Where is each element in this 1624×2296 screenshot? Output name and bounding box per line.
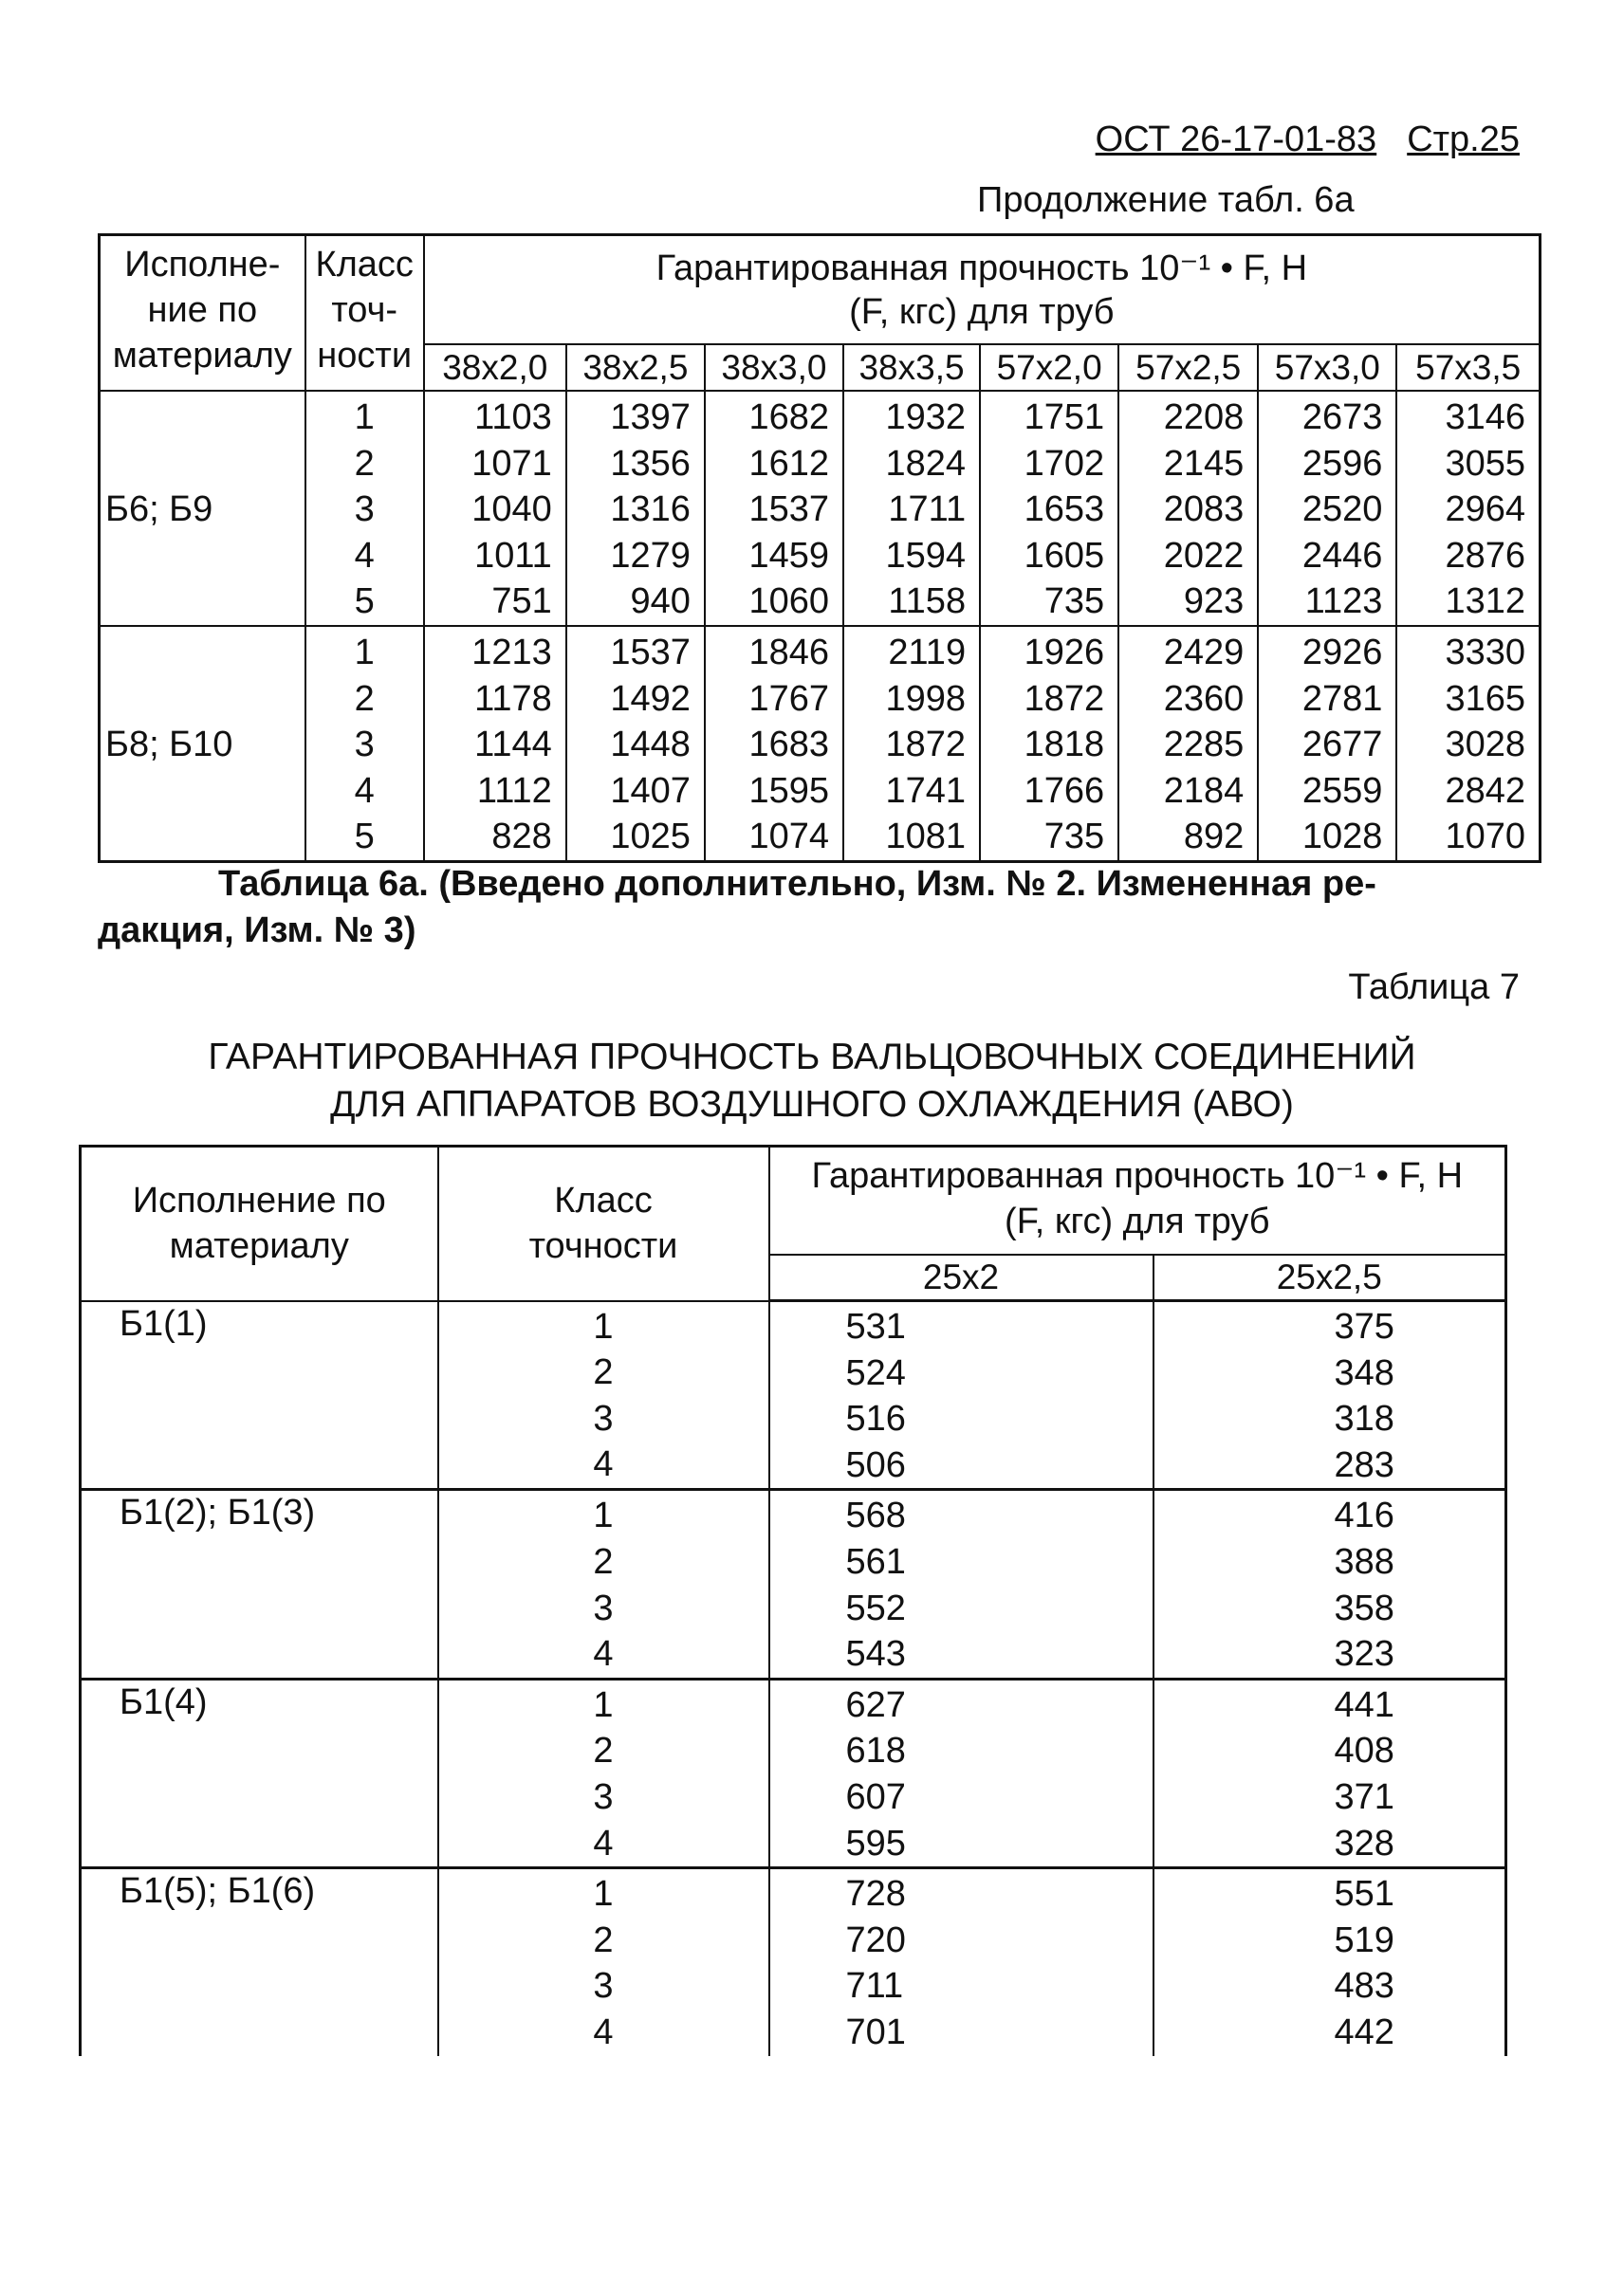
t7-header-material: Исполнение по материалу [81, 1147, 438, 1301]
t6a-header-strength: Гарантированная прочность 10⁻¹ • F, Н (F, кгс) для труб [424, 235, 1541, 345]
t7-class-cell [438, 1868, 769, 2056]
t7-class-value: 4 [593, 1823, 614, 1864]
t6a-value: 751 [491, 581, 552, 622]
t7-value-cell [1153, 1679, 1506, 1867]
t7-size-header: 25х2,5 [1153, 1255, 1506, 1301]
t7-value: 720 [845, 1919, 906, 1960]
t6a-value: 1407 [610, 770, 691, 811]
t6a-value: 735 [1043, 817, 1105, 857]
t7-class-value: 3 [593, 1588, 614, 1628]
t6a-value: 2184 [1163, 770, 1245, 811]
t6a-size-header: 38х2,0 [424, 344, 566, 391]
t6a-value: 1741 [885, 770, 967, 811]
t6a-value: 1074 [748, 817, 829, 857]
t6a-value: 1595 [748, 770, 829, 811]
t6a-value: 1818 [1024, 725, 1105, 765]
t6a-value: 1312 [1445, 581, 1525, 622]
t7-material-cell: Б1(1) [81, 1301, 438, 1490]
t6a-value-cell [843, 391, 980, 626]
t7-value: 416 [1334, 1496, 1394, 1536]
table-7 [79, 1145, 1507, 2056]
t6a-value: 735 [1043, 581, 1105, 622]
t6a-value: 1824 [885, 443, 967, 484]
t6a-value: 1011 [474, 535, 552, 576]
t6a-value: 1711 [888, 489, 967, 530]
t6a-value: 2285 [1163, 725, 1245, 765]
t6a-value: 1872 [885, 725, 967, 765]
t6a-value: 1316 [610, 489, 691, 530]
t6a-header-material: Исполне- ние по материалу [100, 235, 305, 392]
t7-class-value: 4 [593, 1444, 614, 1485]
t7-group-row [81, 1679, 1506, 1867]
t6a-group-row [100, 626, 1541, 861]
t7-value: 516 [845, 1399, 906, 1440]
t7-value-cell [769, 1868, 1153, 2056]
t6a-value: 2559 [1301, 770, 1383, 811]
t6a-value: 3165 [1445, 678, 1525, 719]
t6a-class-cell [305, 391, 424, 626]
t6a-class-value: 3 [354, 725, 375, 765]
t6a-header-class: Класс точ- ности [305, 235, 424, 392]
t6a-value-cell [843, 626, 980, 861]
t6a-value: 2677 [1301, 725, 1383, 765]
t7-class-value: 4 [593, 1634, 614, 1675]
t7-value: 323 [1334, 1634, 1394, 1675]
t6a-value: 1028 [1301, 817, 1383, 857]
t6a-value: 1612 [748, 443, 829, 484]
t6a-value: 2083 [1163, 489, 1245, 530]
t6a-value: 2596 [1301, 443, 1383, 484]
t6a-value: 1702 [1024, 443, 1105, 484]
t6a-size-header: 57х2,5 [1118, 344, 1258, 391]
t6a-value-cell [705, 626, 843, 861]
t7-class-value: 3 [593, 1776, 614, 1817]
t6a-value: 2208 [1163, 397, 1245, 437]
t7-value: 627 [845, 1684, 906, 1725]
t7-class-value: 3 [593, 1398, 614, 1439]
t6a-value: 1872 [1024, 678, 1105, 719]
t6a-size-header: 57х3,0 [1258, 344, 1396, 391]
doc-code: ОСТ 26-17-01-83 [1095, 119, 1377, 159]
t7-value: 358 [1334, 1588, 1394, 1628]
t7-group-row [81, 1868, 1506, 2056]
t6a-value: 1448 [610, 725, 691, 765]
t7-header-strength: Гарантированная прочность 10⁻¹ • F, Н (F, кгс) для труб [769, 1147, 1506, 1256]
t6a-value: 1025 [610, 817, 691, 857]
t7-value: 375 [1334, 1307, 1394, 1347]
t6a-material-cell: Б6; Б9 [100, 391, 305, 626]
t6a-value: 1103 [474, 397, 552, 437]
t6a-class-value: 5 [354, 817, 375, 857]
table-7-title-line1: ГАРАНТИРОВАННАЯ ПРОЧНОСТЬ ВАЛЬЦОВОЧНЫХ СОЕДИНЕНИЙ [208, 1037, 1416, 1077]
t6a-value: 2520 [1301, 489, 1383, 530]
continuation-label: Продолжение табл. 6а [977, 180, 1355, 220]
t6a-size-header: 57х3,5 [1396, 344, 1540, 391]
t7-material-cell: Б1(2); Б1(3) [81, 1490, 438, 1679]
t6a-value: 3146 [1445, 397, 1525, 437]
table-6a-note-line2: дакция, Изм. № 3) [98, 910, 416, 950]
t6a-class-value: 2 [354, 678, 375, 719]
t7-class-cell [438, 1490, 769, 1679]
t6a-value: 1653 [1024, 489, 1105, 530]
t6a-value: 1537 [610, 632, 691, 672]
t7-class-value: 2 [593, 1919, 614, 1960]
t7-value-cell [1153, 1868, 1506, 2056]
t7-class-value: 3 [593, 1966, 614, 2007]
t6a-value: 2360 [1163, 678, 1245, 719]
t7-class-cell [438, 1301, 769, 1490]
t7-value: 607 [845, 1776, 906, 1817]
table-6a [98, 233, 1541, 863]
t6a-value: 2022 [1163, 535, 1245, 576]
t7-value: 408 [1334, 1731, 1394, 1772]
t6a-class-value: 4 [354, 770, 375, 811]
t7-class-value: 2 [593, 1731, 614, 1772]
t6a-value-cell [1258, 391, 1396, 626]
t6a-value: 828 [491, 817, 552, 857]
t7-value-cell [769, 1490, 1153, 1679]
t6a-value: 2673 [1301, 397, 1383, 437]
t6a-value: 3055 [1445, 443, 1525, 484]
t6a-value: 1397 [610, 397, 691, 437]
t6a-value: 1178 [474, 678, 552, 719]
t6a-value: 1040 [471, 489, 552, 530]
t7-value-cell [769, 1301, 1153, 1490]
t6a-value: 1932 [885, 397, 967, 437]
t6a-value: 2119 [888, 632, 967, 672]
t6a-class-value: 3 [354, 489, 375, 530]
t6a-value: 1060 [748, 581, 829, 622]
table-7-title-line2: ДЛЯ АППАРАТОВ ВОЗДУШНОГО ОХЛАЖДЕНИЯ (АВО) [330, 1084, 1294, 1125]
t6a-value-cell [1118, 626, 1258, 861]
t6a-value: 1070 [1445, 817, 1525, 857]
t7-value: 531 [845, 1307, 906, 1347]
t6a-group-row [100, 391, 1541, 626]
t6a-value: 1213 [471, 632, 552, 672]
t7-class-value: 2 [593, 1541, 614, 1582]
t6a-value: 2926 [1301, 632, 1383, 672]
t6a-value: 2781 [1301, 678, 1383, 719]
t6a-value-cell [1258, 626, 1396, 861]
t7-value: 328 [1334, 1823, 1394, 1864]
t7-value: 728 [845, 1874, 906, 1915]
t6a-value-cell [1396, 391, 1540, 626]
t6a-value-cell [566, 626, 705, 861]
t7-class-value: 2 [593, 1352, 614, 1393]
t6a-value: 1682 [748, 397, 829, 437]
t7-material-cell: Б1(5); Б1(6) [81, 1868, 438, 2056]
t7-value: 551 [1334, 1874, 1394, 1915]
page-number: Стр.25 [1407, 119, 1520, 159]
t7-class-value: 1 [593, 1874, 614, 1915]
t7-value: 506 [845, 1444, 906, 1485]
t6a-class-value: 1 [354, 397, 375, 437]
t7-value: 283 [1334, 1444, 1394, 1485]
t6a-value-cell [980, 626, 1118, 861]
t7-class-value: 4 [593, 2011, 614, 2052]
t6a-value: 892 [1183, 817, 1245, 857]
t7-class-value: 1 [593, 1684, 614, 1725]
t6a-value: 3028 [1445, 725, 1525, 765]
t7-value: 388 [1334, 1541, 1394, 1582]
t6a-value: 1492 [610, 678, 691, 719]
t7-value: 552 [845, 1588, 906, 1628]
t6a-class-value: 2 [354, 443, 375, 484]
t7-value: 441 [1334, 1684, 1394, 1725]
t7-value: 543 [845, 1634, 906, 1675]
t6a-value: 1683 [748, 725, 829, 765]
t6a-value: 2842 [1445, 770, 1525, 811]
t7-header-class: Класс точности [438, 1147, 769, 1301]
t7-value: 524 [845, 1352, 906, 1393]
t7-value: 442 [1334, 2011, 1394, 2052]
t7-value: 348 [1334, 1352, 1394, 1393]
t6a-value: 1112 [476, 770, 552, 811]
t6a-value: 1605 [1024, 535, 1105, 576]
t7-class-value: 1 [593, 1306, 614, 1347]
t6a-value-cell [566, 391, 705, 626]
t6a-value-cell [980, 391, 1118, 626]
t7-value: 595 [845, 1823, 906, 1864]
t6a-class-value: 1 [354, 632, 375, 672]
t6a-value: 1071 [471, 443, 552, 484]
t6a-class-cell [305, 626, 424, 861]
t6a-value: 2145 [1163, 443, 1245, 484]
t6a-value: 1144 [474, 725, 552, 765]
t6a-size-header: 38х3,5 [843, 344, 980, 391]
t6a-value: 1766 [1024, 770, 1105, 811]
t6a-value: 1279 [610, 535, 691, 576]
t6a-value: 1356 [610, 443, 691, 484]
t6a-value: 1751 [1024, 397, 1105, 437]
t6a-value: 1123 [1304, 581, 1383, 622]
t6a-value: 2876 [1445, 535, 1525, 576]
t7-value: 701 [845, 2011, 906, 2052]
t7-class-value: 1 [593, 1496, 614, 1536]
t7-value: 568 [845, 1496, 906, 1536]
t6a-value: 2446 [1301, 535, 1383, 576]
t6a-value: 1158 [888, 581, 967, 622]
t6a-value: 1846 [748, 632, 829, 672]
t7-value: 483 [1334, 1966, 1394, 2007]
t7-value: 318 [1334, 1399, 1394, 1440]
t6a-value: 1537 [748, 489, 829, 530]
t7-value: 561 [845, 1541, 906, 1582]
t7-value: 371 [1334, 1776, 1394, 1817]
t6a-size-header: 38х2,5 [566, 344, 705, 391]
t6a-class-value: 4 [354, 535, 375, 576]
t7-value-cell [1153, 1301, 1506, 1490]
t7-value: 519 [1334, 1919, 1394, 1960]
t6a-size-header: 57х2,0 [980, 344, 1118, 391]
t6a-value: 3330 [1445, 632, 1525, 672]
t6a-value-cell [424, 626, 566, 861]
t6a-value-cell [1396, 626, 1540, 861]
t7-value-cell [1153, 1490, 1506, 1679]
t6a-value: 923 [1183, 581, 1245, 622]
t6a-value: 1459 [748, 535, 829, 576]
t6a-value: 1081 [885, 817, 967, 857]
t7-value-cell [769, 1679, 1153, 1867]
t6a-value: 1926 [1024, 632, 1105, 672]
t7-value: 711 [845, 1966, 904, 2007]
t7-value: 618 [845, 1731, 906, 1772]
table-6a-note-line1: Таблица 6а. (Введено дополнительно, Изм. № 2. Измененная ре- [218, 864, 1376, 904]
document-header [1096, 119, 1520, 160]
t6a-value: 2964 [1445, 489, 1525, 530]
t7-class-cell [438, 1679, 769, 1867]
t7-group-row [81, 1301, 1506, 1490]
t6a-value-cell [424, 391, 566, 626]
t6a-class-value: 5 [354, 581, 375, 622]
t7-size-header: 25х2 [769, 1255, 1153, 1301]
t6a-value: 940 [630, 581, 691, 622]
t6a-material-cell: Б8; Б10 [100, 626, 305, 861]
table-7-label: Таблица 7 [1348, 967, 1520, 1007]
t6a-value: 2429 [1163, 632, 1245, 672]
t6a-value-cell [1118, 391, 1258, 626]
t6a-value: 1594 [885, 535, 967, 576]
t6a-value: 1998 [885, 678, 967, 719]
t7-material-cell: Б1(4) [81, 1679, 438, 1867]
t6a-size-header: 38х3,0 [705, 344, 843, 391]
t6a-value-cell [705, 391, 843, 626]
t7-group-row [81, 1490, 1506, 1679]
t6a-value: 1767 [748, 678, 829, 719]
